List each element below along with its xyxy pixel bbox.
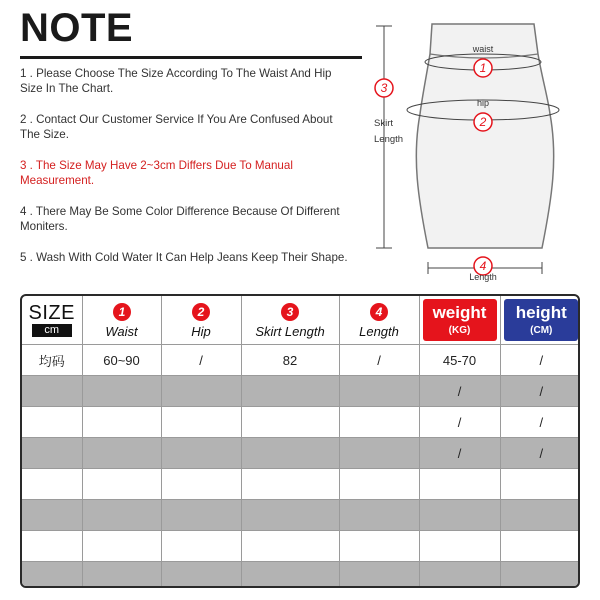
svg-text:1: 1 xyxy=(479,61,487,75)
header-hip xyxy=(161,296,241,345)
table-cell xyxy=(161,469,241,500)
svg-text:2: 2 xyxy=(479,115,487,129)
page-title: NOTE xyxy=(20,6,134,50)
table-cell xyxy=(500,531,580,562)
table-cell xyxy=(82,562,161,589)
table-cell xyxy=(22,500,82,531)
table-cell: / xyxy=(500,438,580,469)
hip-badge xyxy=(474,113,492,131)
table-cell xyxy=(82,469,161,500)
table-cell xyxy=(500,500,580,531)
table-cell xyxy=(419,531,500,562)
table-cell xyxy=(82,500,161,531)
table-cell xyxy=(161,376,241,407)
table-cell xyxy=(241,376,339,407)
note-item: 3 . The Size May Have 2~3cm Differs Due To Manual Measurement. xyxy=(20,159,293,187)
header-waist xyxy=(82,296,161,345)
svg-text:1: 1 xyxy=(118,304,125,319)
table-cell: 60~90 xyxy=(82,345,161,376)
weight-badge xyxy=(423,299,497,341)
table-cell: 82 xyxy=(241,345,339,376)
table-cell xyxy=(161,531,241,562)
badge-4-icon xyxy=(369,302,389,322)
table-row xyxy=(22,345,580,376)
table-cell xyxy=(22,531,82,562)
table-cell: 45-70 xyxy=(419,345,500,376)
height-unit: (CM) xyxy=(530,325,553,336)
table-cell xyxy=(22,407,82,438)
height-label: height xyxy=(515,303,567,322)
table-cell xyxy=(500,562,580,589)
svg-text:4: 4 xyxy=(479,259,487,273)
size-chart-table xyxy=(20,294,580,588)
header-waist-label: Waist xyxy=(105,323,138,339)
table-cell xyxy=(339,562,419,589)
table-cell xyxy=(22,376,82,407)
note-item: 5 . Wash With Cold Water It Can Help Jeans Keep Their Shape. xyxy=(20,251,348,264)
table-cell xyxy=(241,531,339,562)
header-skirt-length-label: Skirt Length xyxy=(255,323,325,339)
skirt-length-label-1: Skirt xyxy=(374,118,393,129)
table-cell xyxy=(161,500,241,531)
table-cell: / xyxy=(500,407,580,438)
table-cell xyxy=(82,531,161,562)
header-weight xyxy=(419,296,500,345)
table-cell xyxy=(339,531,419,562)
table-cell xyxy=(419,469,500,500)
table-cell xyxy=(82,438,161,469)
table-cell xyxy=(22,438,82,469)
header-length xyxy=(339,296,419,345)
skirt-length-badge xyxy=(375,79,393,97)
table-header-row xyxy=(22,296,580,345)
table-cell xyxy=(82,407,161,438)
table-cell xyxy=(419,562,500,589)
header-height xyxy=(500,296,580,345)
svg-text:4: 4 xyxy=(375,304,383,319)
table-cell xyxy=(241,500,339,531)
hip-label: hip xyxy=(476,98,490,108)
table-row xyxy=(22,469,580,500)
badge-2-icon xyxy=(191,302,211,322)
skirt-illustration xyxy=(362,18,562,288)
height-badge xyxy=(504,299,578,341)
size-unit-label: cm xyxy=(32,324,72,337)
table-row xyxy=(22,500,580,531)
table-cell xyxy=(241,438,339,469)
skirt-length-label-2: Length xyxy=(374,134,404,145)
note-item: 1 . Please Choose The Size According To The Waist And Hip Size In The Chart. xyxy=(20,67,332,95)
header-hip-label: Hip xyxy=(191,323,211,339)
table-cell: / xyxy=(161,345,241,376)
table-cell: / xyxy=(339,345,419,376)
table-row xyxy=(22,562,580,589)
table-cell: / xyxy=(419,376,500,407)
table-row xyxy=(22,438,580,469)
table-cell xyxy=(419,500,500,531)
svg-text:3: 3 xyxy=(380,81,388,95)
table-cell: / xyxy=(419,438,500,469)
size-label: SIZE xyxy=(28,302,75,324)
length-label: Length xyxy=(469,272,497,282)
table-cell xyxy=(22,562,82,589)
table-cell xyxy=(241,469,339,500)
table-cell xyxy=(339,469,419,500)
table-cell xyxy=(161,438,241,469)
badge-3-icon xyxy=(280,302,300,322)
note-item: 4 . There May Be Some Color Difference Because Of Different Moniters. xyxy=(20,205,340,233)
table-cell xyxy=(339,376,419,407)
table-row xyxy=(22,531,580,562)
table-cell: 均码 xyxy=(22,345,82,376)
table-cell xyxy=(339,500,419,531)
weight-label: weight xyxy=(432,303,487,322)
weight-unit: (KG) xyxy=(448,325,471,336)
table-cell: / xyxy=(419,407,500,438)
table-cell xyxy=(82,376,161,407)
header-skirt-length xyxy=(241,296,339,345)
table-cell: / xyxy=(500,345,580,376)
waist-label: waist xyxy=(472,44,494,54)
svg-text:2: 2 xyxy=(197,304,205,319)
skirt-diagram xyxy=(362,18,562,288)
badge-1-icon xyxy=(112,302,132,322)
table-cell xyxy=(22,469,82,500)
notes-list xyxy=(20,66,350,281)
title-underline xyxy=(20,56,362,59)
waist-badge xyxy=(474,59,492,77)
table-row xyxy=(22,407,580,438)
table-cell xyxy=(500,469,580,500)
size-header-cell xyxy=(22,296,82,345)
table-row xyxy=(22,376,580,407)
header-length-label: Length xyxy=(359,323,399,339)
table-cell xyxy=(241,407,339,438)
note-item: 2 . Contact Our Customer Service If You Are Confused About The Size. xyxy=(20,113,333,141)
table-cell xyxy=(339,438,419,469)
table-cell xyxy=(161,562,241,589)
svg-text:3: 3 xyxy=(286,304,294,319)
table-cell: / xyxy=(500,376,580,407)
table-cell xyxy=(161,407,241,438)
table-cell xyxy=(339,407,419,438)
table-cell xyxy=(241,562,339,589)
